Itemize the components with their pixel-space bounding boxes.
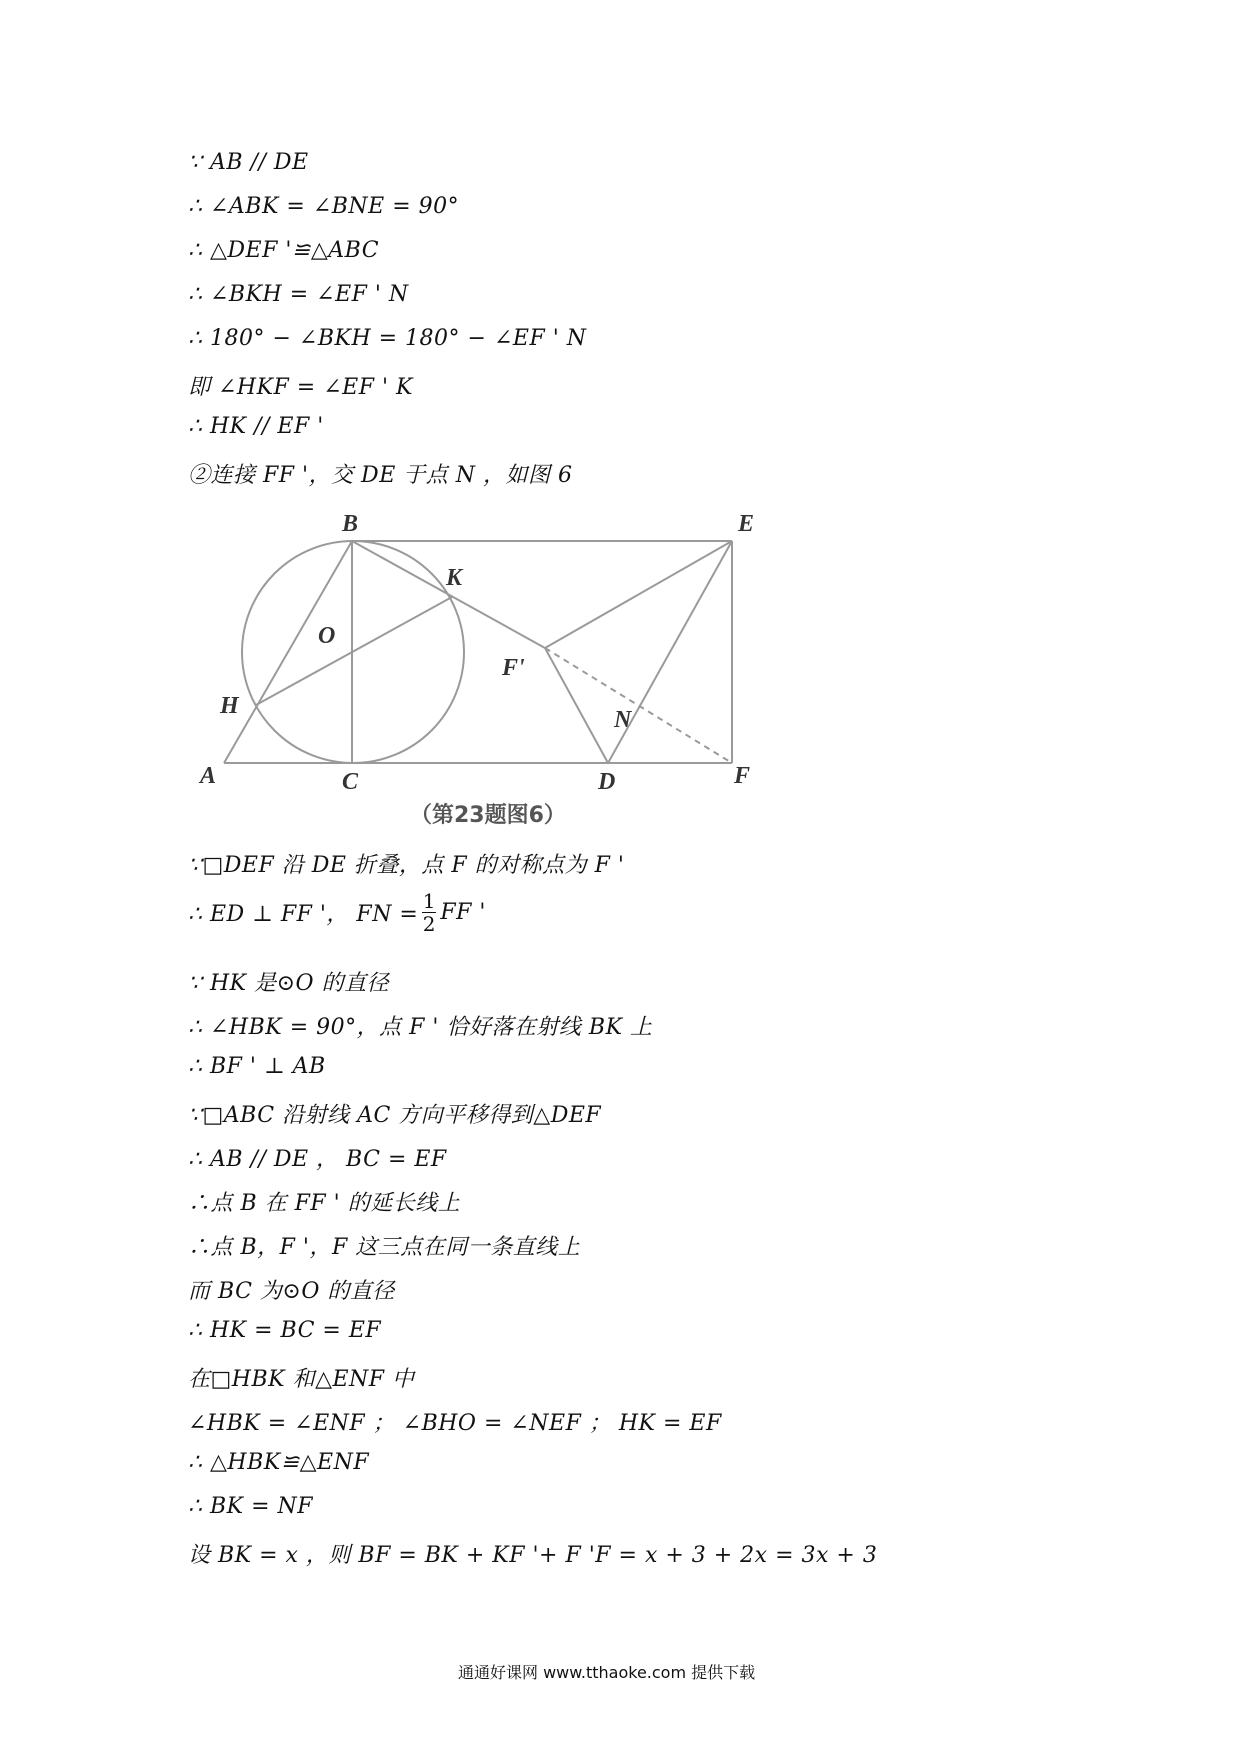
line-5: ∴ 180° − ∠BKH = 180° − ∠EF ' N bbox=[188, 326, 587, 351]
label-K: K bbox=[446, 565, 463, 591]
line-8: ②连接 FF '，交 DE 于点 N ，如图 6 bbox=[188, 463, 573, 488]
line-1: ∵ AB // DE bbox=[188, 150, 309, 175]
line-6: 即 ∠HKF = ∠EF ' K bbox=[188, 375, 413, 400]
line-17: ∴点 B，F '，F 这三点在同一条直线上 bbox=[188, 1235, 581, 1260]
label-F: F bbox=[734, 763, 751, 789]
line-23: ∴ BK = NF bbox=[188, 1494, 314, 1519]
line-11: ∵ HK 是⊙O 的直径 bbox=[188, 971, 390, 996]
segment-DF-prime bbox=[545, 648, 608, 763]
figure-caption: （第23题图6） bbox=[410, 803, 566, 828]
label-A: A bbox=[200, 763, 217, 789]
line-22: ∴ △HBK≌△ENF bbox=[188, 1450, 370, 1475]
line-13: ∴ BF ' ⊥ AB bbox=[188, 1054, 326, 1079]
line-12: ∴ ∠HBK = 90°，点 F ' 恰好落在射线 BK 上 bbox=[188, 1015, 653, 1040]
label-N: N bbox=[614, 707, 632, 733]
line-7: ∴ HK // EF ' bbox=[188, 414, 324, 439]
line-10-fraction bbox=[188, 890, 486, 935]
line-18: 而 BC 为⊙O 的直径 bbox=[188, 1279, 395, 1304]
segment-FF-prime-dashed bbox=[545, 648, 732, 763]
line-9: ∵□DEF 沿 DE 折叠，点 F 的对称点为 F ' bbox=[188, 853, 625, 878]
label-D: D bbox=[598, 769, 616, 795]
label-F-prime: F' bbox=[502, 655, 525, 681]
fraction-prefix: ∴ ED ⊥ FF '， FN = bbox=[188, 902, 419, 927]
label-B: B bbox=[342, 511, 359, 537]
label-H: H bbox=[220, 693, 239, 719]
line-19: ∴ HK = BC = EF bbox=[188, 1318, 382, 1343]
footer-source: 通通好课网 www.tthaoke.com 提供下载 bbox=[458, 1663, 756, 1682]
segment-HK bbox=[256, 597, 452, 705]
fraction-one-half bbox=[422, 890, 436, 935]
line-4: ∴ ∠BKH = ∠EF ' N bbox=[188, 282, 409, 307]
label-C: C bbox=[342, 769, 359, 795]
geometry-figure bbox=[190, 505, 770, 795]
line-16: ∴点 B 在 FF ' 的延长线上 bbox=[188, 1191, 461, 1216]
fraction-denominator: 2 bbox=[422, 912, 436, 936]
segment-BF-prime bbox=[352, 541, 545, 648]
segment-EF-prime bbox=[545, 541, 732, 648]
line-20: 在□HBK 和△ENF 中 bbox=[188, 1367, 415, 1392]
line-21: ∠HBK = ∠ENF ； ∠BHO = ∠NEF ； HK = EF bbox=[188, 1411, 722, 1436]
fraction-suffix: FF ' bbox=[440, 900, 486, 925]
line-15: ∴ AB // DE ， BC = EF bbox=[188, 1147, 447, 1172]
label-E: E bbox=[738, 511, 755, 537]
line-14: ∵□ABC 沿射线 AC 方向平移得到△DEF bbox=[188, 1103, 602, 1128]
segment-AB bbox=[224, 541, 352, 763]
label-O: O bbox=[318, 623, 336, 649]
line-24: 设 BK = x ，则 BF = BK + KF '+ F 'F = x + 3 + 2x = 3x + 3 bbox=[188, 1543, 878, 1568]
line-2: ∴ ∠ABK = ∠BNE = 90° bbox=[188, 194, 460, 219]
line-3: ∴ △DEF '≌△ABC bbox=[188, 238, 380, 263]
fraction-numerator: 1 bbox=[422, 889, 436, 913]
